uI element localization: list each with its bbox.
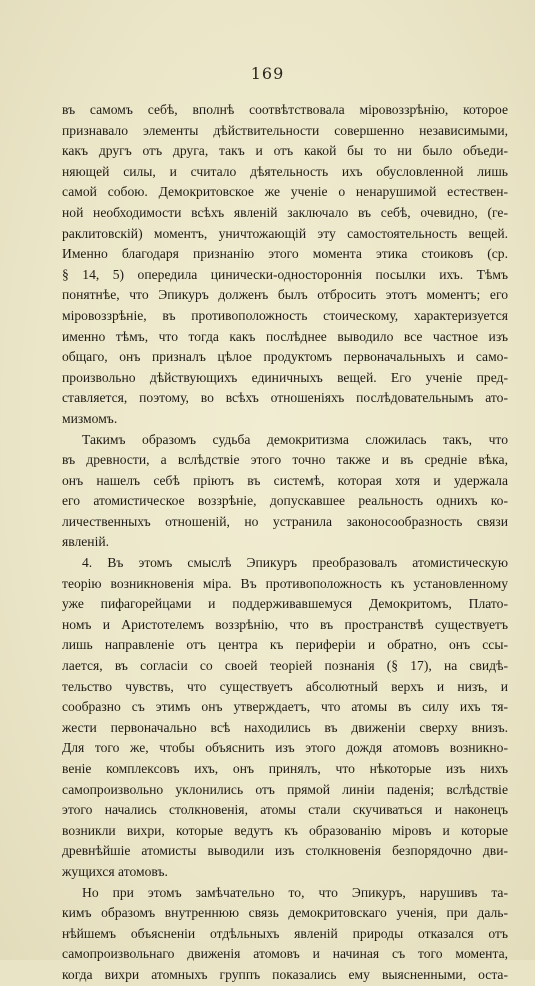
- text-line: именно тѣмъ, что тогда какъ послѣднее выводило все частное изъ: [62, 328, 508, 344]
- text-line: тельство чувствъ, что существуетъ абсолютный верхъ и низъ, и: [62, 678, 508, 694]
- text-line: древнѣйшіе атомисты выводили изъ столкновенія безпорядочно дви-: [62, 843, 508, 859]
- text-line: ставляется, поэтому, во всѣхъ отношеніяхъ послѣдовательнымъ ато-: [62, 390, 508, 406]
- text-line: въ самомъ себѣ, вполнѣ соотвѣтствовала міровоззрѣнію, которое: [62, 102, 508, 117]
- text-line: этого начались столкновенія, атомы стали скучиваться и наконецъ: [62, 802, 508, 818]
- text-line: лается, въ согласіи со своей теоріей познанія (§ 17), на свидѣ-: [62, 658, 508, 674]
- text-line: мизмомъ.: [62, 410, 118, 426]
- text-line: веніе комплексовъ ихъ, онъ принялъ, что нѣкоторые изъ нихъ: [62, 761, 508, 776]
- text-line: произвольно дѣйствующихъ единичныхъ вещей. Его ученіе пред-: [62, 369, 508, 385]
- text-line: самопроизвольно уклонились отъ прямой линіи паденія; вслѣдствіе: [62, 781, 508, 797]
- text-line: личественныхъ отношеній, но устранила законосообразность связи: [62, 513, 508, 529]
- text-line: общаго, онъ призналъ цѣлое продуктомъ первоначальныхъ и само-: [62, 349, 508, 365]
- body-text: [62, 100, 508, 986]
- text-line: жести первоначально всѣ находились въ движеніи сверху внизъ.: [62, 719, 508, 735]
- text-line: нѣйшемъ объясненіи отдѣльныхъ явленій природы отказался отъ: [62, 925, 508, 941]
- text-line: Для того же, чтобы объяснить изъ этого дождя атомовъ возникно-: [62, 740, 508, 756]
- text-line: явленій.: [62, 534, 110, 550]
- text-line: когда вихри атомныхъ группъ показались ему выясненными, оста-: [62, 966, 508, 982]
- text-line: ной необходимости всѣхъ явленій заключало въ себѣ, очевидно, (ге-: [62, 204, 508, 220]
- text-line: самой собою. Демокритовское же ученіе о ненарушимой естествен-: [62, 184, 508, 200]
- text-line: возникли вихри, которые ведутъ къ образованію міровъ и которые: [62, 822, 508, 838]
- text-line: какъ другъ отъ друга, такъ и отъ какой бы то ни было объеди-: [62, 143, 508, 159]
- text-line: Именно благодаря признанію этого момента этика стоиковъ (ср.: [62, 246, 508, 262]
- text-line: онъ нашелъ себѣ пріютъ въ системѣ, которая хотя и удержала: [62, 472, 508, 488]
- text-line: жущихся атомовъ.: [62, 863, 168, 879]
- text-line: въ древности, а вслѣдствіе этого точно также и въ средніе вѣка,: [62, 452, 508, 468]
- text-line: уже пифагорейцами и поддерживавшемуся Демокритомъ, Плато-: [62, 596, 508, 612]
- text-line: сообразно съ этимъ онъ утверждаетъ, что атомы въ силу ихъ тя-: [62, 699, 508, 715]
- text-line: его атомистическое воззрѣніе, допускавшее реальность однихъ ко-: [62, 493, 508, 509]
- text-line: § 14, 5) опередила цинически-одностороннія посылки ихъ. Тѣмъ: [62, 266, 508, 282]
- text-line: Но при этомъ замѣчательно то, что Эпикуръ, нарушивъ та-: [82, 884, 508, 900]
- text-line: признавало элементы дѣйствительности совершенно независимыми,: [62, 122, 508, 138]
- text-line: кимъ образомъ внутреннюю связь демокритовскаго ученія, при даль-: [62, 905, 508, 921]
- page-number: 169: [250, 64, 285, 83]
- text-line: самопроизвольнаго движенія атомовъ и начиная съ того момента,: [62, 946, 508, 962]
- text-line: понятнѣе, что Эпикуръ долженъ былъ отбросить этотъ моментъ; его: [62, 287, 508, 303]
- text-line: няющей силы, и считало дѣятельность ихъ обусловленной лишь: [62, 163, 508, 179]
- text-line: номъ и Аристотелемъ воззрѣнію, что въ пространствѣ существуетъ: [62, 616, 508, 632]
- text-line: раклитовскій) моментъ, уничтожающій эту самостоятельность вещей.: [62, 225, 508, 241]
- text-line: міровоззрѣніе, въ противоположность стоическому, характеризуется: [62, 307, 508, 323]
- text-line: лишь направленіе отъ центра къ периферіи и обратно, онъ ссы-: [62, 637, 508, 653]
- text-line: теорію возникновенія міра. Въ противоположность къ установленному: [62, 575, 508, 591]
- text-line: 4. Въ этомъ смыслѣ Эпикуръ преобразовалъ атомистическую: [82, 555, 508, 571]
- text-line: Такимъ образомъ судьба демокритизма сложилась такъ, что: [82, 431, 508, 447]
